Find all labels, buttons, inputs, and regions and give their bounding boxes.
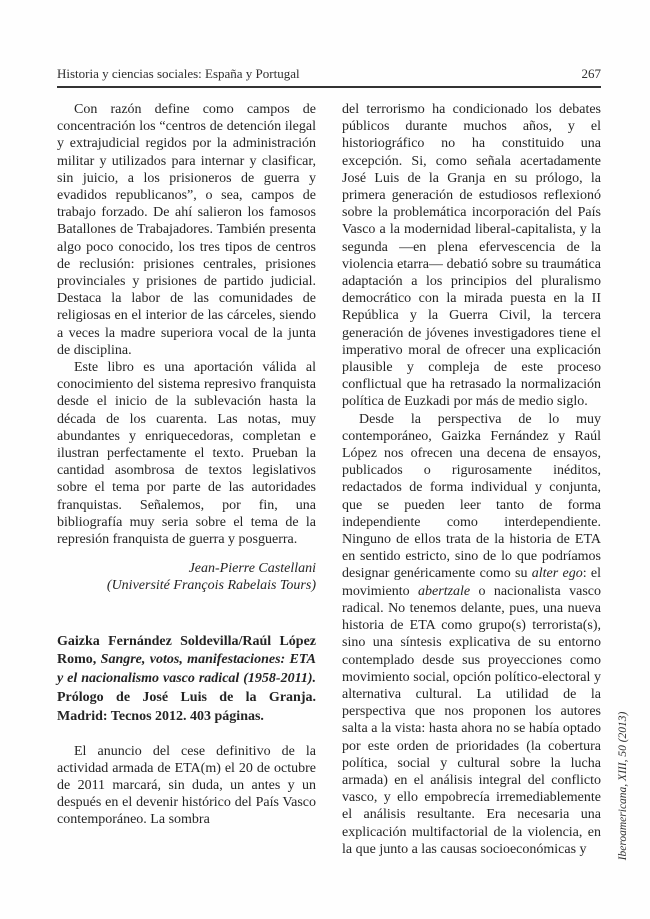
reviewer-signature xyxy=(57,560,316,594)
column-left xyxy=(57,101,316,858)
running-title: Historia y ciencias sociales: España y Portugal xyxy=(57,66,300,81)
signature-line: (Université François Rabelais Tours) xyxy=(106,578,316,594)
book-reference-heading: Gaizka Fernández Soldevilla/Raúl López Romo, Sangre, votos, manifestaciones: ETA y el nacionalismo vasco radical (1958-2011). Prólogo de José Luis de la Granja. Madrid: Tecnos 2012. 403 páginas. xyxy=(57,633,317,724)
column-right xyxy=(342,101,601,858)
page-header xyxy=(57,66,601,82)
page-number: 267 xyxy=(581,66,601,81)
two-column-text-body xyxy=(57,101,601,858)
journal-edition-label: Iberoamericana, XIII, 50 (2013) xyxy=(617,711,629,861)
paragraph: del terrorismo ha condicionado los debates públicos durante muchos años, y el historiográfico no ha constituido una excepción. Si, como señala acertadamente José Luis de la Granja en su prólogo, la primera generación de estudiosos reflexionó sobre la problemática incorporación del País Vasco a la modernidad liberal-capitalista, y la segunda —en plena efervescencia de la violencia etarra— debatió sobre su traumática adaptación a los principios del pluralismo democrático con la mirada puesta en la II República y la Guerra Civil, la tercera generación de jóvenes investigadores tiene el imperativo moral de ofrecer una explicación plausible y compleja de este proceso conflictual que ha retrasado la normalización política de Euzkadi por más de medio siglo. xyxy=(342,102,601,410)
paragraph: Desde la perspectiva de lo muy contemporáneo, Gaizka Fernández y Raúl López nos ofrecen una decena de ensayos, publicados o rigurosamente inéditos, redactados de forma individual y conjunta, que se pueden leer tanto de forma independiente como interdependiente. Ninguno de ellos trata de la historia de ETA en sentido estricto, sino de lo que podríamos designar genéricamente como su alter ego: el movimiento abertzale o nacionalista vasco radical. No tenemos delante, pues, una nueva historia de ETA como grupo(s) terrorista(s), sino una síntesis explicativa de su entorno contemplado desde sus proyecciones como movimiento social, opción político-electoral y alternativa cultural. La utilidad de la perspectiva que nos proponen los autores salta a la vista: hasta ahora no se había optado por este orden de prioridades (la cobertura política, social y cultural sobre la lucha armada) en el análisis integral del conflicto vasco, y ello empobrecía irremediablemente el análisis resultante. Era necesaria una explicación multifactorial de la violencia, en la que junto a las causas socioeconómicas y xyxy=(342,411,602,857)
paragraph: Este libro es una aportación válida al conocimiento del sistema represivo franquista desde el inicio de la sublevación hasta la década de los cuarenta. Las notas, muy abundantes y enriquecedoras, completan e ilustran perfectamente el texto. Prueban la cantidad asombrosa de textos legislativos sobre el tema por parte de las autoridades franquistas. Señalemos, por fin, una bibliografía muy seria sobre el tema de la represión franquista de guerra y posguerra. xyxy=(57,360,316,548)
header-rule xyxy=(57,86,601,88)
paragraph: El anuncio del cese definitivo de la actividad armada de ETA(m) el 20 de octubre de 2011 marcará, sin duda, un antes y un después en el devenir histórico del País Vasco contemporáneo. La sombra xyxy=(57,743,316,828)
paragraph: Con razón define como campos de concentración los “centros de detención ilegal y extrajudicial regidos por la administración militar y utilizados para internar y clasificar, sin juicio, a los prisioneros de guerra y evadidos republicanos”, o sea, campos de trabajo forzado. De ahí salieron los famosos Batallones de Trabajadores. También presenta algo poco conocido, los tres tipos de centros de reclusión: prisiones centrales, prisiones provinciales y prisiones de partido judicial. Destaca la labor de las comunidades de religiosas en el interior de las cárceles, siendo a veces la madre superiora vocal de la junta de disciplina. xyxy=(57,102,316,358)
signature-line: Jean-Pierre Castellani xyxy=(188,561,316,577)
